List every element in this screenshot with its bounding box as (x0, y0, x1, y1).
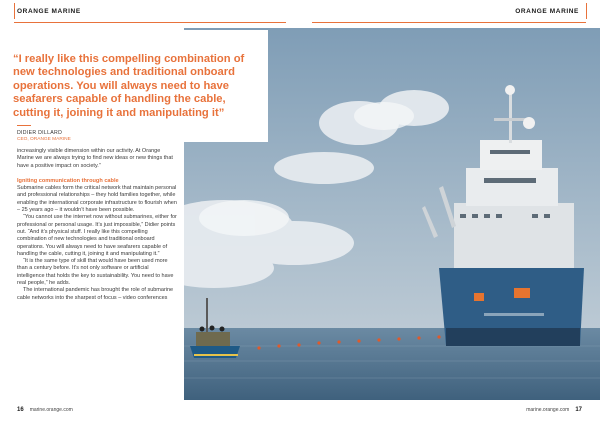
header-tick-left (14, 3, 15, 19)
attribution-name: DIDIER DILLARD (17, 130, 63, 136)
body-paragraph: The international pandemic has brought the role of submarine cable networks into the sharpest of focus – video conferences (17, 287, 174, 301)
header-rule-right (312, 22, 586, 23)
section-label-left: ORANGE MARINE (17, 7, 81, 15)
section-subhead: Igniting communication through cable (17, 177, 119, 184)
header-right (300, 0, 600, 22)
footer-url-right: marine.orange.com (526, 407, 570, 413)
header-rule-left (14, 22, 286, 23)
header-left (0, 0, 300, 22)
footer-right (526, 404, 582, 416)
body-paragraph: Submarine cables form the critical network that maintain personal and professional relationships – they hold families together, while enabling the international corporate infrastructure to flourish when – 25 years ago – it wouldn’t have been possible. (17, 185, 177, 214)
pull-quote: “I really like this compelling combination of new technologies and traditional onboard operations. You will always need to have seafarers capable of handling the cable, cutting it, joining it and manipulating it” (13, 53, 245, 119)
page-number-left: 16 (17, 407, 24, 413)
footer-left (17, 404, 73, 416)
article-body (17, 148, 177, 302)
attribution-rule (17, 125, 31, 126)
header-tick-right (586, 3, 587, 19)
body-paragraph: increasingly visible dimension within our activity. At Orange Marine we are always trying to find new ideas or new things that have a positive impact on society.” (17, 148, 173, 169)
section-label-right: ORANGE MARINE (515, 7, 579, 15)
page-number-right: 17 (575, 407, 582, 413)
attribution (17, 130, 71, 142)
body-paragraph: “You cannot use the internet now without submarines, either for professional or personal usage. It’s just impossible,” Didier points out. “And it’s physical stuff. I really like this compelling combination of new technologies and traditional onboard operations. You will always need to have seafarers capable of handling the cable, cutting it, joining it and manipulating it.” (17, 214, 177, 257)
footer-url-left: marine.orange.com (29, 407, 73, 413)
attribution-role: CEO, ORANGE MARINE (17, 137, 71, 142)
body-paragraph: “It is the same type of skill that would have been used more than a century before. It’s not only software or artificial intelligence that holds the key to sustainability. You need to have real people,” he adds. (17, 258, 174, 287)
